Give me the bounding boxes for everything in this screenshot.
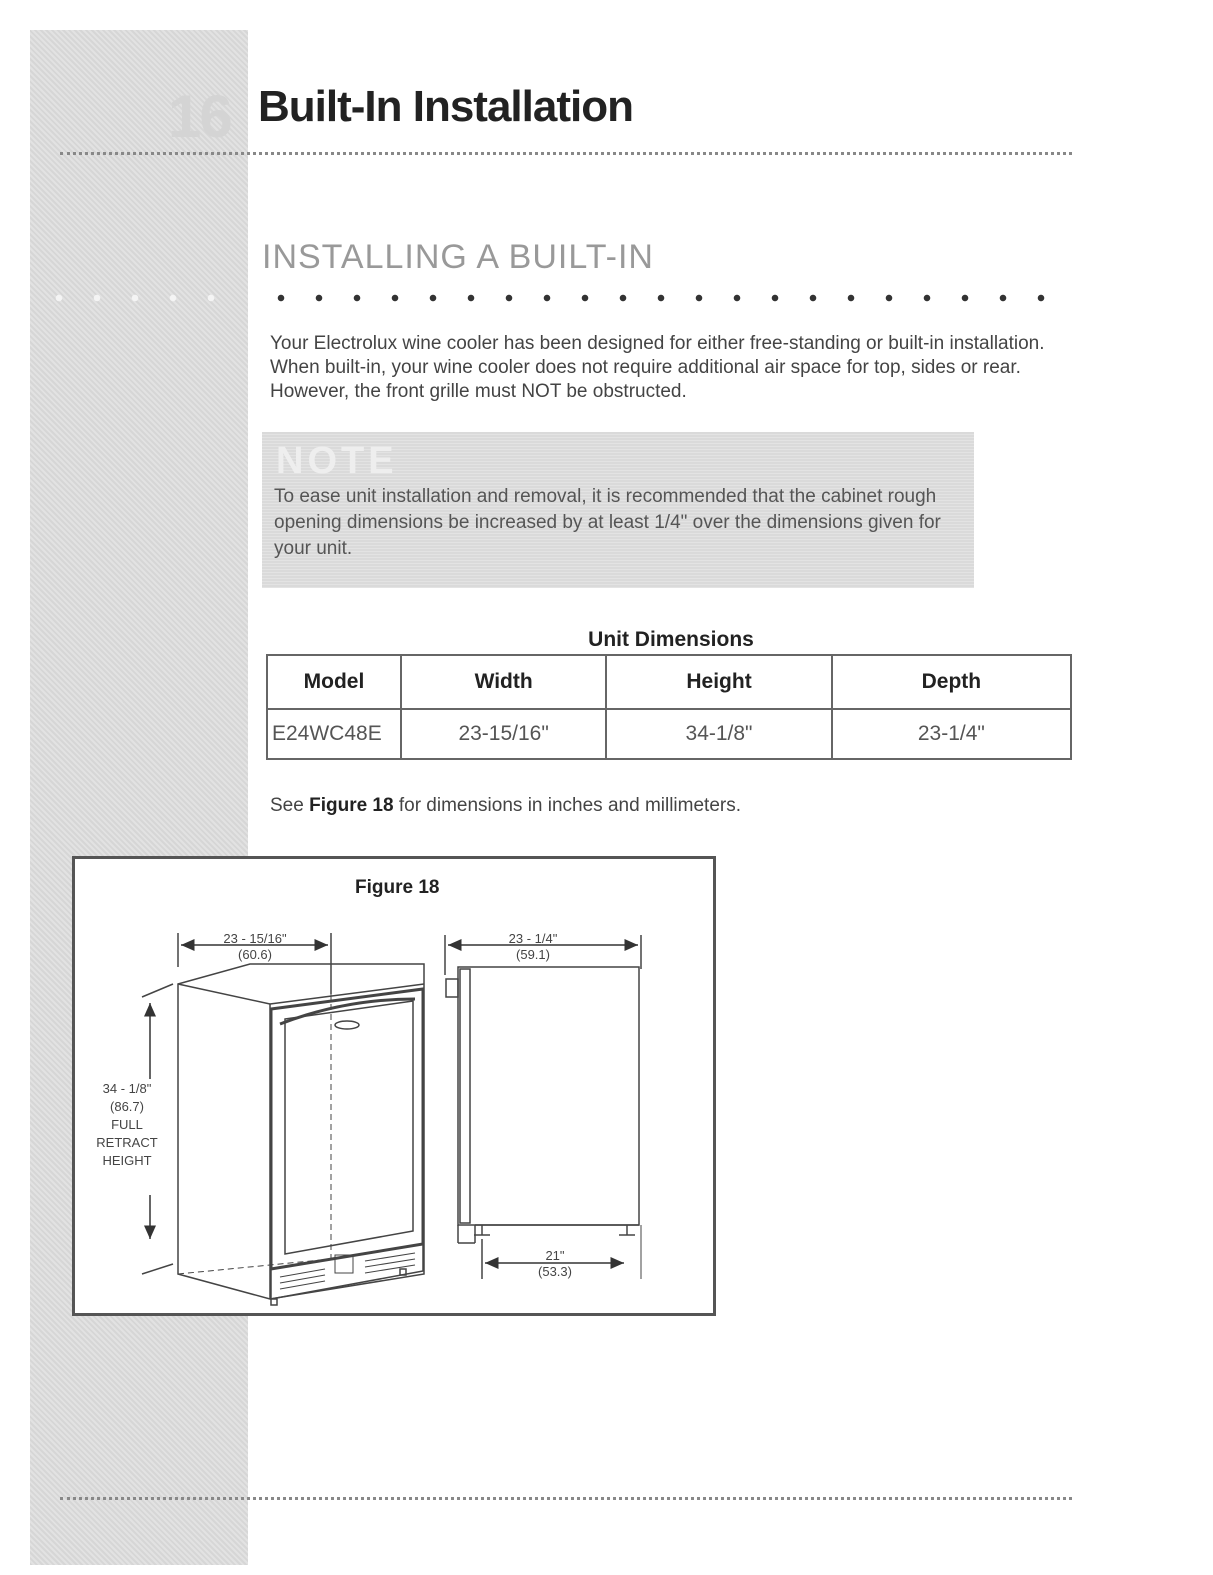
table-header-row	[267, 655, 1071, 709]
width-inches-label: 23 - 15/16"	[223, 931, 287, 946]
table-caption: Unit Dimensions	[588, 628, 754, 651]
figure-ref-link: Figure 18	[309, 795, 394, 816]
note-label: NOTE	[276, 440, 398, 482]
height-note-full: FULL	[111, 1117, 143, 1132]
cell-width: 23-15/16"	[401, 709, 606, 759]
dot-divider	[262, 292, 1072, 304]
note-box	[262, 432, 974, 588]
page-number: 16	[168, 83, 231, 150]
base-inches-label: 21"	[545, 1248, 565, 1263]
height-inches-label: 34 - 1/8"	[102, 1081, 152, 1096]
figure-ref-prefix: See	[270, 795, 310, 816]
base-mm-label: (53.3)	[538, 1264, 572, 1279]
column-header-height: Height	[606, 655, 831, 709]
table-row	[267, 709, 1071, 759]
figure-reference	[270, 795, 741, 817]
column-header-width: Width	[401, 655, 606, 709]
dimensions-table	[266, 654, 1072, 760]
note-text: To ease unit installation and removal, it is recommended that the cabinet rough opening dimensions be increased by at least 1/4" over the dimensions given for your unit.	[274, 486, 941, 559]
header-divider	[60, 152, 1072, 155]
figure-ref-suffix: for dimensions in inches and millimeters.	[393, 795, 741, 816]
sidebar-band	[30, 30, 248, 1565]
cell-height: 34-1/8"	[606, 709, 831, 759]
page-title: Built-In Installation	[258, 82, 633, 131]
footer-divider	[60, 1497, 1072, 1500]
height-mm-label: (86.7)	[110, 1099, 144, 1114]
height-dimension	[96, 984, 173, 1274]
column-header-depth: Depth	[832, 655, 1071, 709]
cell-depth: 23-1/4"	[832, 709, 1071, 759]
base-dimension	[482, 1239, 624, 1279]
figure-frame	[72, 856, 716, 1316]
height-note-retract: RETRACT	[96, 1135, 158, 1150]
width-dimension	[178, 931, 331, 994]
column-header-model: Model	[267, 655, 401, 709]
sidebar-dot-divider	[40, 293, 245, 303]
section-heading: INSTALLING A BUILT-IN	[262, 238, 654, 276]
cell-model: E24WC48E	[267, 709, 401, 759]
intro-paragraph: Your Electrolux wine cooler has been designed for either free-standing or built-in installation. When built-in, your wine cooler does not require additional air space for top, sides or rear. However, the front grille must NOT be obstructed.	[270, 333, 1045, 402]
depth-dimension	[445, 931, 641, 975]
cooler-dimension-drawing	[75, 859, 713, 1313]
depth-mm-label: (59.1)	[516, 947, 550, 962]
cooler-side-view	[446, 967, 641, 1279]
height-note-height: HEIGHT	[102, 1153, 152, 1168]
figure-label: Figure 18	[355, 877, 440, 898]
depth-inches-label: 23 - 1/4"	[508, 931, 558, 946]
cooler-front-view	[178, 964, 424, 1305]
width-mm-label: (60.6)	[238, 947, 272, 962]
